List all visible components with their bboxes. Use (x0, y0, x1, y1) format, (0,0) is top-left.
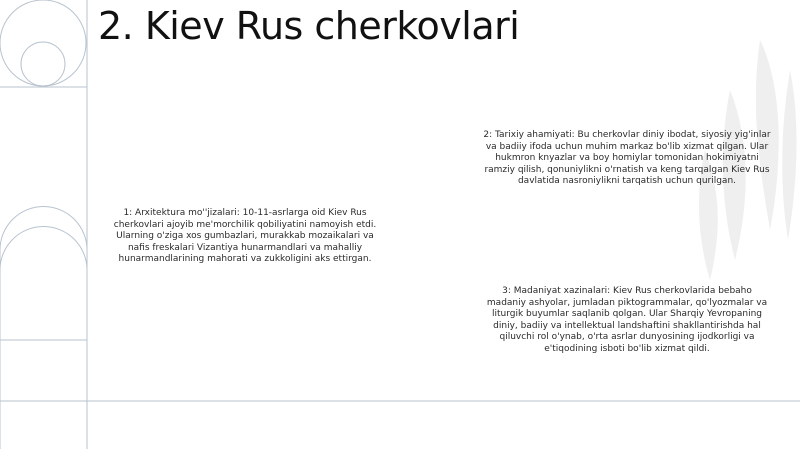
text-block-historical-significance: 2: Tarixiy ahamiyati: Bu cherkovlar diniy ibodat, siyosiy yig'inlar va badiiy ifoda uchun muhim markaz bo'lib xizmat qilgan. Ular hukmron knyazlar va boy homiylar tomonidan hokimiyatni ramziy qilish, qonuniylikni o'rnatish va keng tarqalgan Kiev Rus davlatida nasroniylikni tarqatish uchun qurilgan. (483, 130, 771, 186)
slide-title: 2. Kiev Rus cherkovlari (98, 4, 520, 48)
text-block-cultural-treasures: 3: Madaniyat xazinalari: Kiev Rus cherkovlarida bebaho madaniy ashyolar, jumladan piktogrammalar, qo'lyozmalar va liturgik buyumlar saqlanib qolgan. Ular Sharqiy Yevropaning diniy, badiiy va intellektual landshaftini shakllantirishda hal qiluvchi rol o'ynab, o'rta asrlar dunyosining ijodkorligi va e'tiqodining isboti bo'lib xizmat qildi. (486, 286, 768, 354)
text-block-architecture: 1: Arxitektura mo''jizalari: 10-11-asrlarga oid Kiev Rus cherkovlari ajoyib me'morchilik qobiliyatini namoyish etdi. Ularning o'ziga xos gumbazlari, murakkab mozaikalari va nafis freskalari Vizantiya hunarmandlari va mahalliy hunarmandlarining mahorati va zukkoligini aks ettirgan. (113, 208, 377, 264)
